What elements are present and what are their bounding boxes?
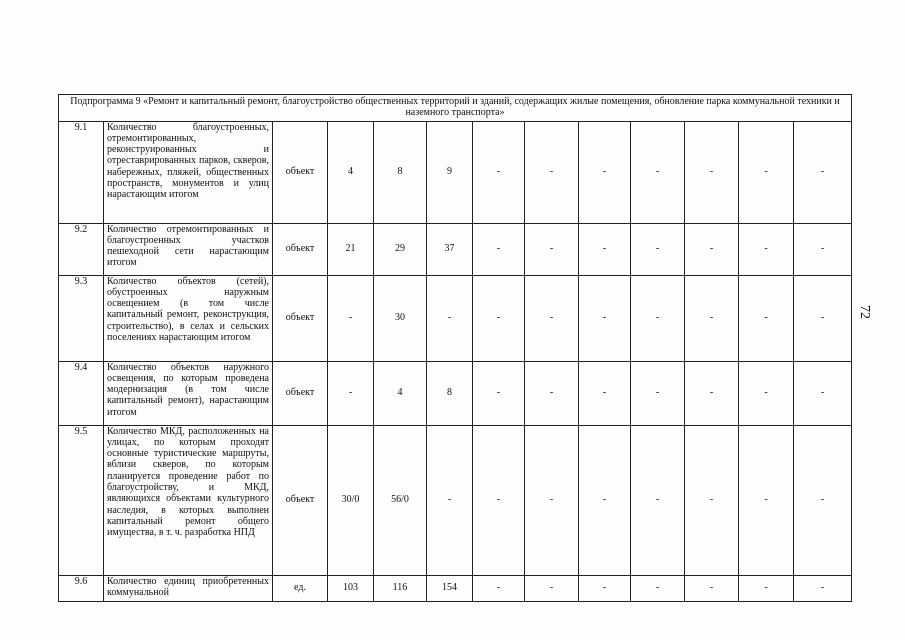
- value-cell: -: [579, 275, 631, 361]
- value-cell: -: [685, 361, 739, 425]
- value-cell: -: [631, 575, 685, 601]
- value-cell: -: [739, 223, 794, 275]
- indicator-name: Количество МКД, расположенных на улицах, по которым проходят основные туристические маршруты, вблизи скверов, по которым планируется проведение работ по благоустройству, и МКД, являющихся объектами культурного наследия, в которых выполнен капитальный ремонт общего имущества, в т. ч. разработка НПД: [104, 425, 273, 575]
- value-cell: -: [525, 361, 579, 425]
- value-cell: -: [579, 575, 631, 601]
- value-cell: -: [794, 121, 852, 223]
- unit-cell: объект: [273, 121, 328, 223]
- value-cell: 56/0: [374, 425, 427, 575]
- unit-cell: объект: [273, 425, 328, 575]
- value-cell: -: [794, 361, 852, 425]
- value-cell: -: [685, 275, 739, 361]
- table-row: [59, 575, 852, 601]
- value-cell: 154: [427, 575, 473, 601]
- unit-cell: ед.: [273, 575, 328, 601]
- row-number: 9.2: [59, 223, 104, 275]
- value-cell: -: [328, 275, 374, 361]
- value-cell: -: [473, 223, 525, 275]
- value-cell: -: [427, 275, 473, 361]
- value-cell: -: [525, 121, 579, 223]
- value-cell: -: [739, 361, 794, 425]
- value-cell: 21: [328, 223, 374, 275]
- table-row: [59, 121, 852, 223]
- value-cell: -: [685, 121, 739, 223]
- value-cell: -: [685, 575, 739, 601]
- value-cell: -: [794, 223, 852, 275]
- value-cell: 9: [427, 121, 473, 223]
- table-row: [59, 425, 852, 575]
- value-cell: 37: [427, 223, 473, 275]
- table-row: [59, 361, 852, 425]
- indicator-name: Количество единиц приобретенных коммунальной: [104, 575, 273, 601]
- indicators-table: [58, 94, 852, 602]
- value-cell: 4: [328, 121, 374, 223]
- value-cell: -: [579, 425, 631, 575]
- unit-cell: объект: [273, 223, 328, 275]
- row-number: 9.5: [59, 425, 104, 575]
- value-cell: 8: [374, 121, 427, 223]
- value-cell: -: [631, 425, 685, 575]
- value-cell: -: [739, 121, 794, 223]
- indicator-name: Количество объектов наружного освещения, по которым проведена модернизация (в том числе капитальный ремонт), нарастающим итогом: [104, 361, 273, 425]
- value-cell: 30/0: [328, 425, 374, 575]
- value-cell: -: [739, 425, 794, 575]
- value-cell: -: [427, 425, 473, 575]
- value-cell: -: [631, 361, 685, 425]
- indicator-name: Количество отремонтированных и благоустроенных участков пешеходной сети нарастающим итогом: [104, 223, 273, 275]
- value-cell: -: [631, 275, 685, 361]
- value-cell: -: [328, 361, 374, 425]
- value-cell: -: [473, 275, 525, 361]
- value-cell: -: [579, 361, 631, 425]
- unit-cell: объект: [273, 275, 328, 361]
- value-cell: -: [525, 223, 579, 275]
- subprogram-header-row: [59, 95, 852, 122]
- row-number: 9.3: [59, 275, 104, 361]
- subprogram-title: Подпрограмма 9 «Ремонт и капитальный ремонт, благоустройство общественных территорий и зданий, содержащих жилые помещения, обновление парка коммунальной техники и наземного транспорта»: [59, 95, 852, 122]
- value-cell: 8: [427, 361, 473, 425]
- row-number: 9.6: [59, 575, 104, 601]
- value-cell: 116: [374, 575, 427, 601]
- row-number: 9.4: [59, 361, 104, 425]
- indicator-name: Количество благоустроенных, отремонтированных, реконструированных и отреставрированных парков, скверов, набережных, пляжей, общественных пространств, монументов и улиц нарастающим итогом: [104, 121, 273, 223]
- value-cell: -: [525, 425, 579, 575]
- value-cell: -: [525, 275, 579, 361]
- value-cell: -: [525, 575, 579, 601]
- value-cell: -: [473, 121, 525, 223]
- value-cell: 103: [328, 575, 374, 601]
- page-number: 72: [857, 305, 872, 319]
- value-cell: -: [739, 575, 794, 601]
- value-cell: -: [685, 223, 739, 275]
- table-row: [59, 223, 852, 275]
- value-cell: -: [794, 275, 852, 361]
- value-cell: -: [631, 223, 685, 275]
- value-cell: -: [685, 425, 739, 575]
- value-cell: -: [473, 575, 525, 601]
- value-cell: 30: [374, 275, 427, 361]
- value-cell: 4: [374, 361, 427, 425]
- unit-cell: объект: [273, 361, 328, 425]
- indicator-name: Количество объектов (сетей), обустроенных наружным освещением (в том числе капитальный ремонт, реконструкция, строительство), в селах и сельских поселениях нарастающим итогом: [104, 275, 273, 361]
- value-cell: -: [794, 425, 852, 575]
- value-cell: -: [473, 361, 525, 425]
- value-cell: -: [631, 121, 685, 223]
- value-cell: -: [739, 275, 794, 361]
- value-cell: -: [473, 425, 525, 575]
- value-cell: -: [794, 575, 852, 601]
- value-cell: -: [579, 223, 631, 275]
- value-cell: 29: [374, 223, 427, 275]
- value-cell: -: [579, 121, 631, 223]
- row-number: 9.1: [59, 121, 104, 223]
- table-row: [59, 275, 852, 361]
